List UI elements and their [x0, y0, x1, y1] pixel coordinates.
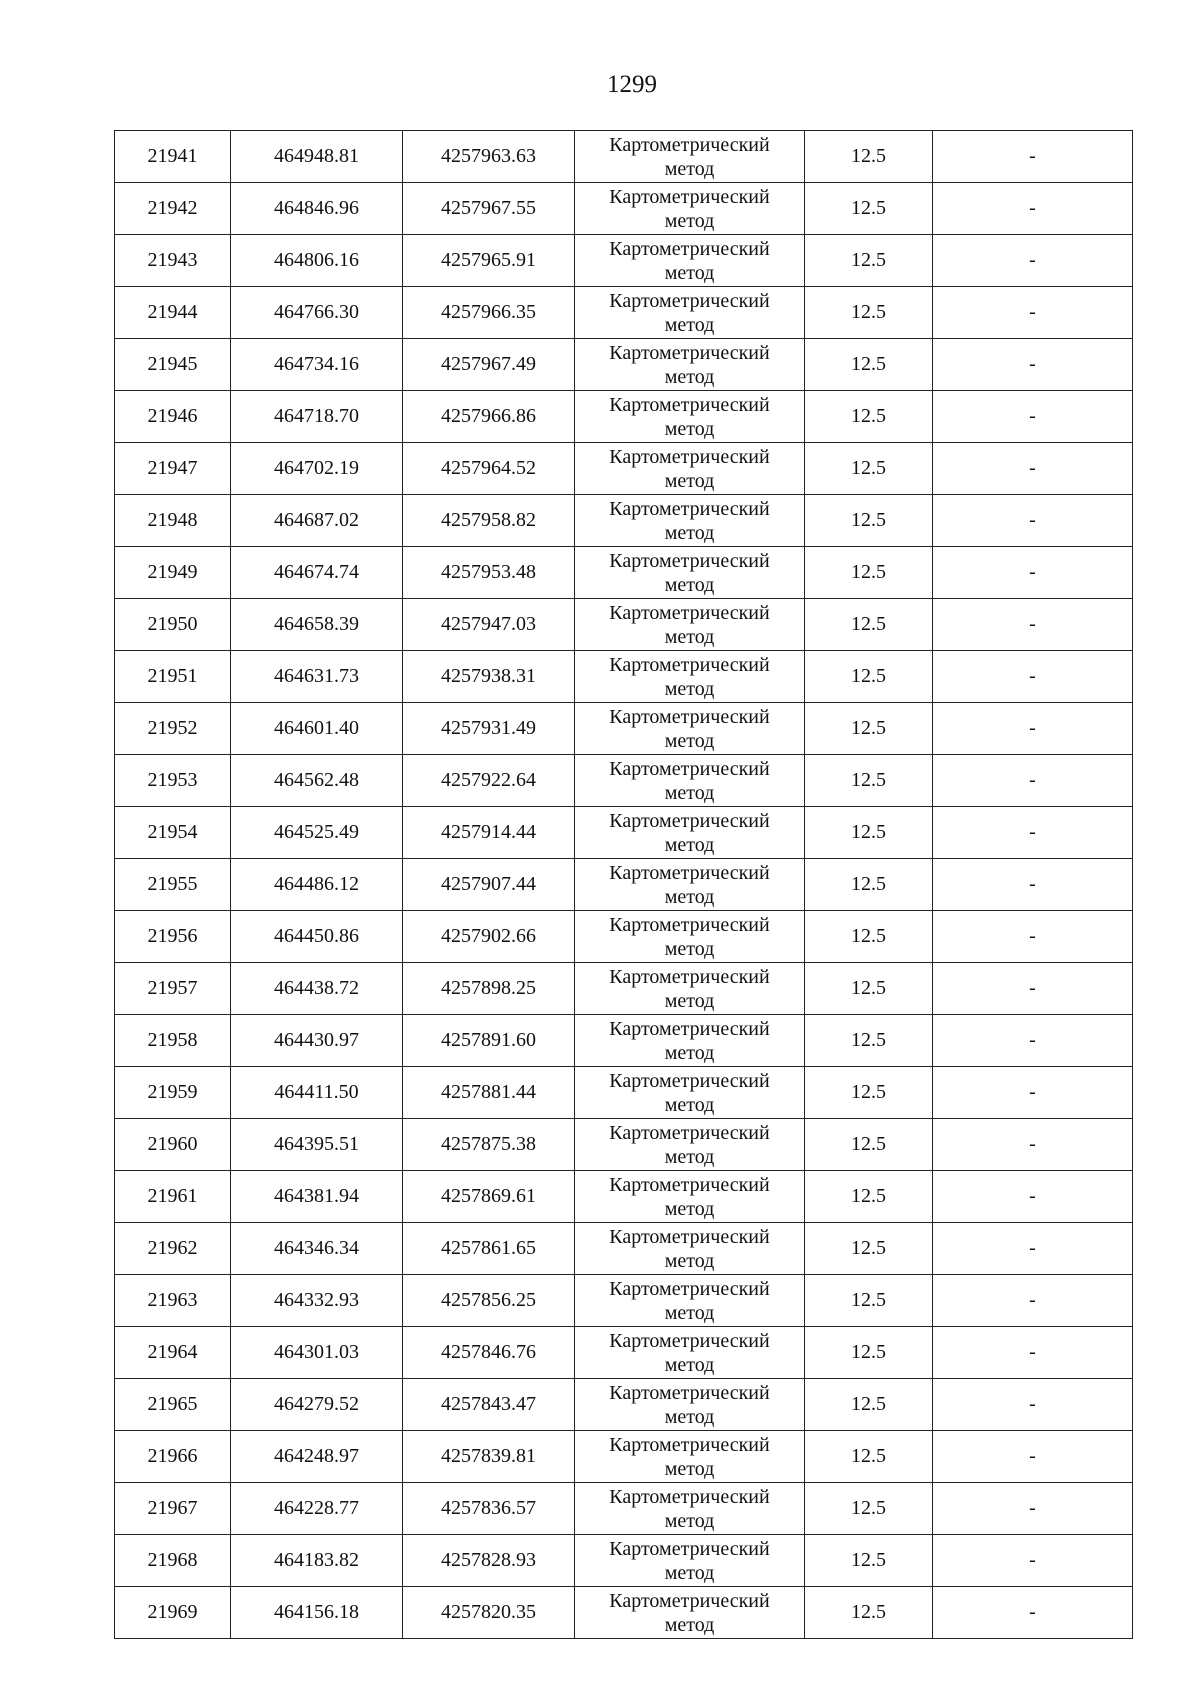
note-cell: - — [933, 235, 1133, 287]
table-row — [115, 131, 1133, 183]
method-line-2: метод — [664, 1509, 715, 1532]
note-cell: - — [933, 755, 1133, 807]
point-id-cell: 21946 — [115, 391, 231, 443]
method-line-2: метод — [664, 209, 715, 232]
method-line-1: Картометрический — [609, 1589, 770, 1612]
y-coordinate-cell: 4257898.25 — [403, 963, 575, 1015]
note-cell: - — [933, 1535, 1133, 1587]
note-cell: - — [933, 1067, 1133, 1119]
method-line-1: Картометрический — [609, 1017, 770, 1040]
y-coordinate-cell: 4257902.66 — [403, 911, 575, 963]
point-id-cell: 21960 — [115, 1119, 231, 1171]
accuracy-cell: 12.5 — [805, 391, 933, 443]
method-line-2: метод — [664, 1093, 715, 1116]
accuracy-cell: 12.5 — [805, 1327, 933, 1379]
note-cell: - — [933, 599, 1133, 651]
method-line-1: Картометрический — [609, 601, 770, 624]
method-line-2: метод — [664, 365, 715, 388]
method-line-1: Картометрический — [609, 653, 770, 676]
method-line-1: Картометрический — [609, 757, 770, 780]
method-cell — [575, 859, 805, 911]
x-coordinate-cell: 464562.48 — [231, 755, 403, 807]
method-line-1: Картометрический — [609, 705, 770, 728]
y-coordinate-cell: 4257967.55 — [403, 183, 575, 235]
accuracy-cell: 12.5 — [805, 547, 933, 599]
point-id-cell: 21963 — [115, 1275, 231, 1327]
accuracy-cell: 12.5 — [805, 339, 933, 391]
method-line-2: метод — [664, 469, 715, 492]
coordinates-table — [114, 130, 1133, 1639]
table-row — [115, 287, 1133, 339]
point-id-cell: 21954 — [115, 807, 231, 859]
y-coordinate-cell: 4257907.44 — [403, 859, 575, 911]
accuracy-cell: 12.5 — [805, 651, 933, 703]
table-row — [115, 911, 1133, 963]
y-coordinate-cell: 4257953.48 — [403, 547, 575, 599]
method-cell — [575, 495, 805, 547]
note-cell: - — [933, 1015, 1133, 1067]
accuracy-cell: 12.5 — [805, 1223, 933, 1275]
table-row — [115, 1431, 1133, 1483]
point-id-cell: 21947 — [115, 443, 231, 495]
note-cell: - — [933, 807, 1133, 859]
table-row — [115, 1015, 1133, 1067]
accuracy-cell: 12.5 — [805, 963, 933, 1015]
y-coordinate-cell: 4257891.60 — [403, 1015, 575, 1067]
accuracy-cell: 12.5 — [805, 755, 933, 807]
y-coordinate-cell: 4257820.35 — [403, 1587, 575, 1639]
y-coordinate-cell: 4257839.81 — [403, 1431, 575, 1483]
method-line-2: метод — [664, 1613, 715, 1636]
y-coordinate-cell: 4257843.47 — [403, 1379, 575, 1431]
point-id-cell: 21943 — [115, 235, 231, 287]
point-id-cell: 21969 — [115, 1587, 231, 1639]
table-row — [115, 339, 1133, 391]
method-cell — [575, 1535, 805, 1587]
method-line-1: Картометрический — [609, 185, 770, 208]
table-row — [115, 495, 1133, 547]
y-coordinate-cell: 4257958.82 — [403, 495, 575, 547]
method-line-2: метод — [664, 833, 715, 856]
y-coordinate-cell: 4257967.49 — [403, 339, 575, 391]
method-line-2: метод — [664, 1353, 715, 1376]
method-cell — [575, 755, 805, 807]
method-line-1: Картометрический — [609, 341, 770, 364]
method-line-1: Картометрический — [609, 497, 770, 520]
method-line-1: Картометрический — [609, 913, 770, 936]
point-id-cell: 21950 — [115, 599, 231, 651]
x-coordinate-cell: 464846.96 — [231, 183, 403, 235]
accuracy-cell: 12.5 — [805, 911, 933, 963]
x-coordinate-cell: 464702.19 — [231, 443, 403, 495]
point-id-cell: 21958 — [115, 1015, 231, 1067]
accuracy-cell: 12.5 — [805, 1171, 933, 1223]
y-coordinate-cell: 4257881.44 — [403, 1067, 575, 1119]
x-coordinate-cell: 464718.70 — [231, 391, 403, 443]
method-line-1: Картометрический — [609, 809, 770, 832]
table-row — [115, 1119, 1133, 1171]
method-line-2: метод — [664, 1405, 715, 1428]
point-id-cell: 21965 — [115, 1379, 231, 1431]
y-coordinate-cell: 4257856.25 — [403, 1275, 575, 1327]
method-line-1: Картометрический — [609, 965, 770, 988]
note-cell: - — [933, 339, 1133, 391]
accuracy-cell: 12.5 — [805, 1431, 933, 1483]
method-line-1: Картометрический — [609, 133, 770, 156]
x-coordinate-cell: 464228.77 — [231, 1483, 403, 1535]
table-row — [115, 547, 1133, 599]
table-row — [115, 443, 1133, 495]
method-cell — [575, 1067, 805, 1119]
note-cell: - — [933, 287, 1133, 339]
accuracy-cell: 12.5 — [805, 807, 933, 859]
method-line-2: метод — [664, 1197, 715, 1220]
x-coordinate-cell: 464687.02 — [231, 495, 403, 547]
accuracy-cell: 12.5 — [805, 1379, 933, 1431]
accuracy-cell: 12.5 — [805, 1015, 933, 1067]
table-row — [115, 1535, 1133, 1587]
method-line-2: метод — [664, 1457, 715, 1480]
note-cell: - — [933, 131, 1133, 183]
note-cell: - — [933, 1119, 1133, 1171]
method-line-2: метод — [664, 573, 715, 596]
method-cell — [575, 599, 805, 651]
accuracy-cell: 12.5 — [805, 1275, 933, 1327]
x-coordinate-cell: 464450.86 — [231, 911, 403, 963]
method-cell — [575, 391, 805, 443]
method-line-1: Картометрический — [609, 1485, 770, 1508]
method-line-1: Картометрический — [609, 1381, 770, 1404]
method-line-1: Картометрический — [609, 1069, 770, 1092]
y-coordinate-cell: 4257931.49 — [403, 703, 575, 755]
accuracy-cell: 12.5 — [805, 1067, 933, 1119]
table-row — [115, 651, 1133, 703]
method-cell — [575, 287, 805, 339]
accuracy-cell: 12.5 — [805, 1483, 933, 1535]
note-cell: - — [933, 495, 1133, 547]
method-line-2: метод — [664, 261, 715, 284]
y-coordinate-cell: 4257966.35 — [403, 287, 575, 339]
point-id-cell: 21957 — [115, 963, 231, 1015]
y-coordinate-cell: 4257836.57 — [403, 1483, 575, 1535]
accuracy-cell: 12.5 — [805, 183, 933, 235]
point-id-cell: 21942 — [115, 183, 231, 235]
table-row — [115, 1587, 1133, 1639]
note-cell: - — [933, 1223, 1133, 1275]
y-coordinate-cell: 4257914.44 — [403, 807, 575, 859]
method-cell — [575, 339, 805, 391]
method-line-2: метод — [664, 1561, 715, 1584]
table-row — [115, 235, 1133, 287]
point-id-cell: 21959 — [115, 1067, 231, 1119]
x-coordinate-cell: 464631.73 — [231, 651, 403, 703]
method-line-1: Картометрический — [609, 289, 770, 312]
note-cell: - — [933, 1379, 1133, 1431]
note-cell: - — [933, 183, 1133, 235]
point-id-cell: 21966 — [115, 1431, 231, 1483]
x-coordinate-cell: 464381.94 — [231, 1171, 403, 1223]
method-cell — [575, 911, 805, 963]
note-cell: - — [933, 1483, 1133, 1535]
note-cell: - — [933, 963, 1133, 1015]
x-coordinate-cell: 464346.34 — [231, 1223, 403, 1275]
method-line-1: Картометрический — [609, 237, 770, 260]
x-coordinate-cell: 464430.97 — [231, 1015, 403, 1067]
point-id-cell: 21961 — [115, 1171, 231, 1223]
y-coordinate-cell: 4257966.86 — [403, 391, 575, 443]
table-row — [115, 703, 1133, 755]
note-cell: - — [933, 1431, 1133, 1483]
y-coordinate-cell: 4257964.52 — [403, 443, 575, 495]
point-id-cell: 21964 — [115, 1327, 231, 1379]
accuracy-cell: 12.5 — [805, 495, 933, 547]
x-coordinate-cell: 464395.51 — [231, 1119, 403, 1171]
x-coordinate-cell: 464806.16 — [231, 235, 403, 287]
method-line-1: Картометрический — [609, 1537, 770, 1560]
note-cell: - — [933, 703, 1133, 755]
method-cell — [575, 807, 805, 859]
accuracy-cell: 12.5 — [805, 703, 933, 755]
point-id-cell: 21945 — [115, 339, 231, 391]
y-coordinate-cell: 4257828.93 — [403, 1535, 575, 1587]
table-row — [115, 1223, 1133, 1275]
y-coordinate-cell: 4257846.76 — [403, 1327, 575, 1379]
method-cell — [575, 235, 805, 287]
x-coordinate-cell: 464156.18 — [231, 1587, 403, 1639]
note-cell: - — [933, 911, 1133, 963]
point-id-cell: 21955 — [115, 859, 231, 911]
method-cell — [575, 1379, 805, 1431]
method-line-2: метод — [664, 1041, 715, 1064]
note-cell: - — [933, 1587, 1133, 1639]
method-line-2: метод — [664, 989, 715, 1012]
method-line-2: метод — [664, 937, 715, 960]
y-coordinate-cell: 4257963.63 — [403, 131, 575, 183]
method-cell — [575, 1015, 805, 1067]
method-line-2: метод — [664, 1301, 715, 1324]
method-cell — [575, 1171, 805, 1223]
method-cell — [575, 651, 805, 703]
method-cell — [575, 963, 805, 1015]
note-cell: - — [933, 1327, 1133, 1379]
method-cell — [575, 1483, 805, 1535]
accuracy-cell: 12.5 — [805, 443, 933, 495]
coordinates-table-body — [115, 131, 1133, 1639]
y-coordinate-cell: 4257869.61 — [403, 1171, 575, 1223]
method-line-1: Картометрический — [609, 1225, 770, 1248]
method-line-2: метод — [664, 1145, 715, 1168]
point-id-cell: 21953 — [115, 755, 231, 807]
x-coordinate-cell: 464658.39 — [231, 599, 403, 651]
page-number: 1299 — [607, 71, 657, 98]
table-row — [115, 1067, 1133, 1119]
method-line-2: метод — [664, 1249, 715, 1272]
method-cell — [575, 547, 805, 599]
table-row — [115, 963, 1133, 1015]
table-row — [115, 183, 1133, 235]
accuracy-cell: 12.5 — [805, 131, 933, 183]
table-row — [115, 599, 1133, 651]
point-id-cell: 21962 — [115, 1223, 231, 1275]
note-cell: - — [933, 651, 1133, 703]
note-cell: - — [933, 443, 1133, 495]
accuracy-cell: 12.5 — [805, 235, 933, 287]
method-cell — [575, 1327, 805, 1379]
method-line-2: метод — [664, 625, 715, 648]
y-coordinate-cell: 4257861.65 — [403, 1223, 575, 1275]
method-line-1: Картометрический — [609, 861, 770, 884]
y-coordinate-cell: 4257965.91 — [403, 235, 575, 287]
method-line-2: метод — [664, 781, 715, 804]
accuracy-cell: 12.5 — [805, 599, 933, 651]
x-coordinate-cell: 464766.30 — [231, 287, 403, 339]
y-coordinate-cell: 4257875.38 — [403, 1119, 575, 1171]
table-row — [115, 1171, 1133, 1223]
method-cell — [575, 1431, 805, 1483]
point-id-cell: 21968 — [115, 1535, 231, 1587]
x-coordinate-cell: 464248.97 — [231, 1431, 403, 1483]
x-coordinate-cell: 464601.40 — [231, 703, 403, 755]
point-id-cell: 21967 — [115, 1483, 231, 1535]
y-coordinate-cell: 4257938.31 — [403, 651, 575, 703]
x-coordinate-cell: 464734.16 — [231, 339, 403, 391]
accuracy-cell: 12.5 — [805, 859, 933, 911]
method-line-2: метод — [664, 157, 715, 180]
point-id-cell: 21941 — [115, 131, 231, 183]
point-id-cell: 21944 — [115, 287, 231, 339]
method-line-1: Картометрический — [609, 393, 770, 416]
method-line-2: метод — [664, 521, 715, 544]
table-row — [115, 755, 1133, 807]
table-row — [115, 859, 1133, 911]
x-coordinate-cell: 464948.81 — [231, 131, 403, 183]
note-cell: - — [933, 391, 1133, 443]
point-id-cell: 21949 — [115, 547, 231, 599]
method-line-1: Картометрический — [609, 1329, 770, 1352]
x-coordinate-cell: 464332.93 — [231, 1275, 403, 1327]
method-line-1: Картометрический — [609, 1121, 770, 1144]
method-cell — [575, 703, 805, 755]
y-coordinate-cell: 4257922.64 — [403, 755, 575, 807]
method-line-1: Картометрический — [609, 445, 770, 468]
method-line-1: Картометрический — [609, 549, 770, 572]
x-coordinate-cell: 464279.52 — [231, 1379, 403, 1431]
method-line-2: метод — [664, 677, 715, 700]
method-cell — [575, 1223, 805, 1275]
table-row — [115, 807, 1133, 859]
accuracy-cell: 12.5 — [805, 1119, 933, 1171]
x-coordinate-cell: 464301.03 — [231, 1327, 403, 1379]
accuracy-cell: 12.5 — [805, 1535, 933, 1587]
method-line-2: метод — [664, 729, 715, 752]
point-id-cell: 21952 — [115, 703, 231, 755]
note-cell: - — [933, 859, 1133, 911]
accuracy-cell: 12.5 — [805, 1587, 933, 1639]
method-line-2: метод — [664, 417, 715, 440]
table-row — [115, 391, 1133, 443]
x-coordinate-cell: 464411.50 — [231, 1067, 403, 1119]
x-coordinate-cell: 464674.74 — [231, 547, 403, 599]
point-id-cell: 21948 — [115, 495, 231, 547]
note-cell: - — [933, 1275, 1133, 1327]
point-id-cell: 21951 — [115, 651, 231, 703]
y-coordinate-cell: 4257947.03 — [403, 599, 575, 651]
table-row — [115, 1379, 1133, 1431]
x-coordinate-cell: 464438.72 — [231, 963, 403, 1015]
method-cell — [575, 1119, 805, 1171]
method-line-1: Картометрический — [609, 1277, 770, 1300]
table-row — [115, 1483, 1133, 1535]
note-cell: - — [933, 547, 1133, 599]
method-line-2: метод — [664, 885, 715, 908]
x-coordinate-cell: 464525.49 — [231, 807, 403, 859]
method-line-1: Картометрический — [609, 1433, 770, 1456]
method-cell — [575, 1587, 805, 1639]
x-coordinate-cell: 464183.82 — [231, 1535, 403, 1587]
method-cell — [575, 1275, 805, 1327]
x-coordinate-cell: 464486.12 — [231, 859, 403, 911]
point-id-cell: 21956 — [115, 911, 231, 963]
table-row — [115, 1275, 1133, 1327]
method-cell — [575, 131, 805, 183]
table-row — [115, 1327, 1133, 1379]
note-cell: - — [933, 1171, 1133, 1223]
method-cell — [575, 183, 805, 235]
accuracy-cell: 12.5 — [805, 287, 933, 339]
method-cell — [575, 443, 805, 495]
method-line-2: метод — [664, 313, 715, 336]
method-line-1: Картометрический — [609, 1173, 770, 1196]
